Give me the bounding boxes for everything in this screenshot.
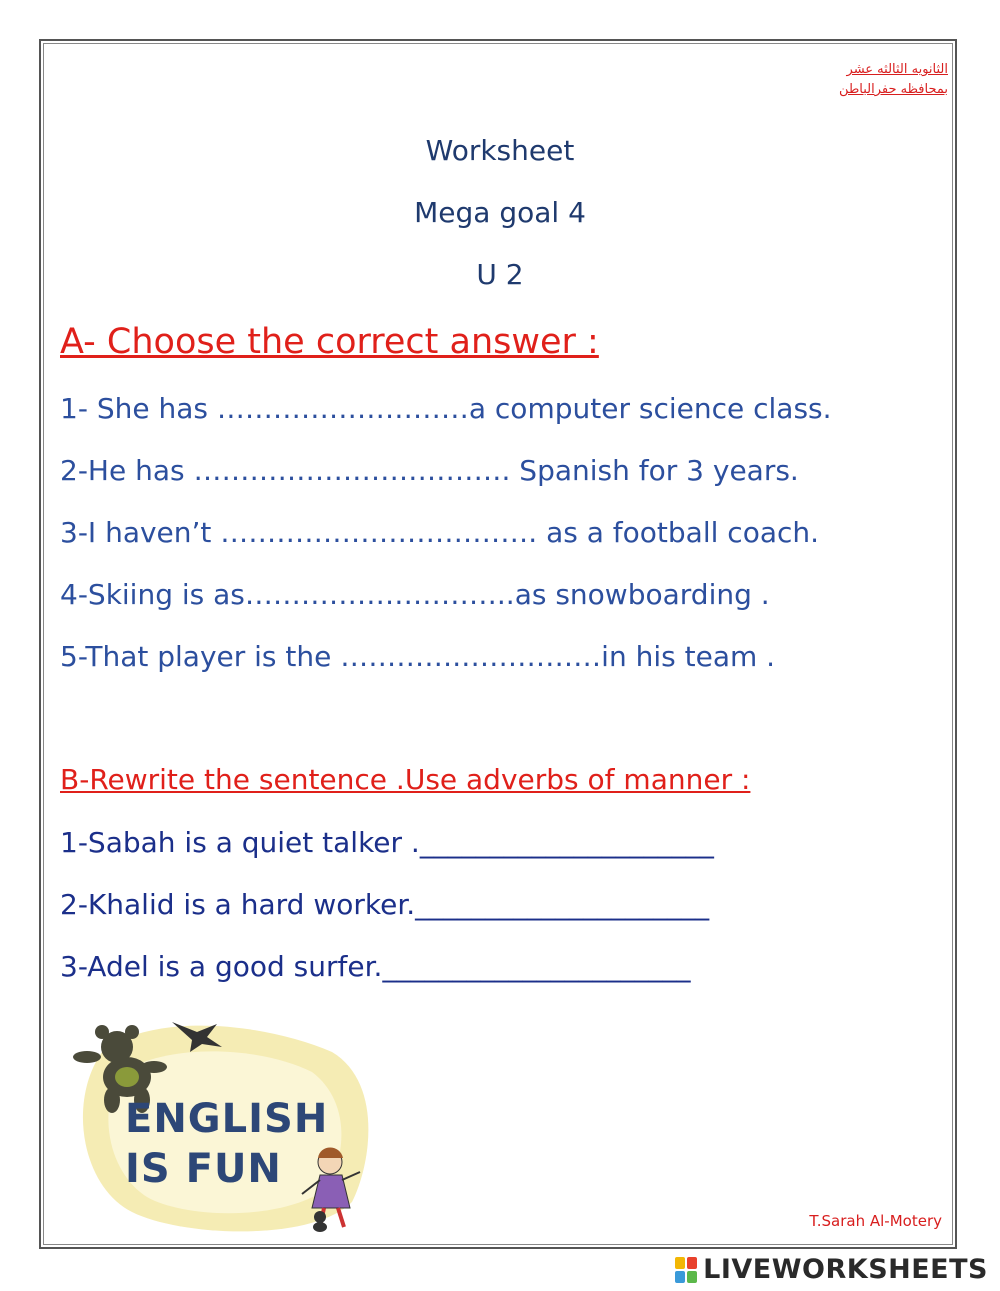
- question-b-2: 2-Khalid is a hard worker._____________________: [60, 888, 710, 921]
- question-b-1: 1-Sabah is a quiet talker ._____________________: [60, 826, 714, 859]
- worksheet-title: Worksheet: [425, 134, 575, 167]
- section-a-heading: A- Choose the correct answer :: [60, 322, 599, 362]
- question-a-5: 5-That player is the ………….……………in his team .: [60, 640, 776, 673]
- worksheet-subtitle: Mega goal 4: [414, 196, 586, 229]
- school-line-1: الثانويه الثالثه عشر: [846, 62, 948, 77]
- question-a-3: 3-I haven’t ……………………………. as a football coach.: [60, 516, 820, 549]
- question-a-2: 2-He has ……………………………. Spanish for 3 years.: [60, 454, 799, 487]
- liveworksheets-logo-icon: [675, 1257, 697, 1283]
- logo-line-2: IS FUN: [125, 1146, 282, 1192]
- liveworksheets-brand: LIVEWORKSHEETS: [703, 1254, 988, 1285]
- teacher-credit: T.Sarah Al-Motery: [809, 1212, 942, 1230]
- section-b-heading: B-Rewrite the sentence .Use adverbs of manner :: [60, 763, 751, 796]
- logo-text: [125, 1094, 328, 1194]
- question-a-4: 4-Skiing is as………………………..as snowboarding .: [60, 578, 770, 611]
- logo-line-1: ENGLISH: [125, 1096, 329, 1142]
- unit-label: U 2: [476, 258, 524, 291]
- question-a-1: 1- She has ………………………a computer science class.: [60, 392, 832, 425]
- school-line-2: بمحافظه حفرالباطن: [839, 82, 948, 97]
- school-name: [839, 60, 948, 100]
- liveworksheets-footer[interactable]: [675, 1254, 988, 1285]
- question-b-3: 3-Adel is a good surfer.______________________: [60, 950, 691, 983]
